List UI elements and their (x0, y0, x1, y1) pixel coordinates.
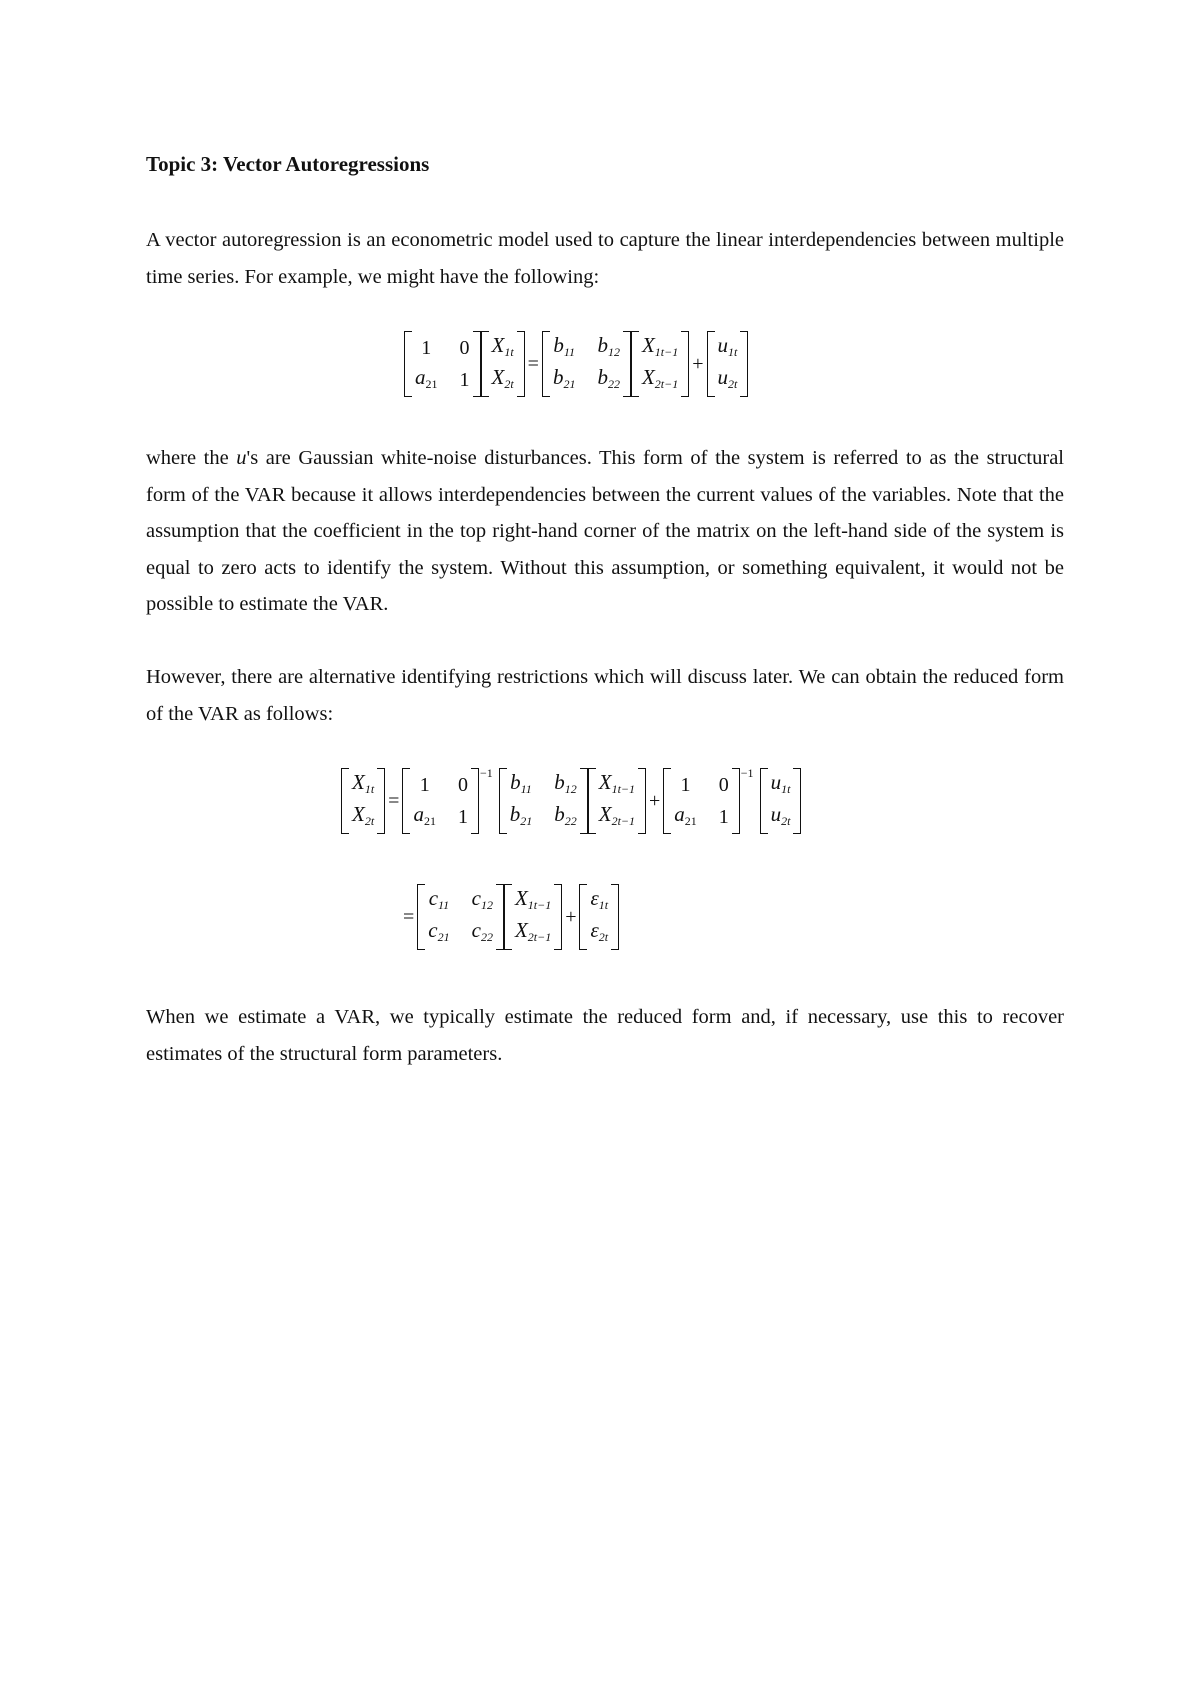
matrix-a-inverse: 1 0 $a_{21}$ 1 (402, 768, 479, 834)
equation-structural-form: 1 0 $a_{21}$ 1 $X_{1t}$ $X_{2t}$ = $b_{11}$ $b_{12}$ $b_{21}$ $b_{22}$ $X_{1t-1}$ $X_{2t-1}$ + $u_{1t}$ $u_{2t}$ (404, 331, 748, 397)
page-title: Topic 3: Vector Autoregressions (146, 152, 430, 176)
vector-u: $u_{1t}$ $u_{2t}$ (707, 331, 749, 397)
matrix-a-inverse-2: 1 0 $a_{21}$ 1 (663, 768, 740, 834)
vector-x-lag: $X_{1t-1}$ $X_{2t-1}$ (588, 768, 646, 834)
vector-x-lag: $X_{1t-1}$ $X_{2t-1}$ (631, 331, 689, 397)
paragraph-structural: where the u's are Gaussian white-noise disturbances. This form of the system is referred to as the structural form of the VAR because it allows interdependencies between the current values of the variables. Note that the assumption that the coefficient in the top right-hand corner of the matrix on the left-hand side of the system is equal to zero acts to identify the system. Without this assumption, or something equivalent, it would not be possible to estimate the VAR. (146, 447, 1064, 616)
paragraph-estimation: When we estimate a VAR, we typically estimate the reduced form and, if necessary, use this to recover estimates of the structural form parameters. (146, 1006, 1064, 1065)
matrix-b: $b_{11}$ $b_{12}$ $b_{21}$ $b_{22}$ (542, 331, 631, 397)
vector-x-t: $X_{1t}$ $X_{2t}$ (341, 768, 385, 834)
matrix-c: $c_{11}$ $c_{12}$ $c_{21}$ $c_{22}$ (417, 884, 504, 950)
matrix-b: $b_{11}$ $b_{12}$ $b_{21}$ $b_{22}$ (499, 768, 588, 834)
vector-x-lag: $X_{1t-1}$ $X_{2t-1}$ (504, 884, 562, 950)
paragraph-reduced: However, there are alternative identifying restrictions which will discuss later. We can obtain the reduced form of the VAR as follows: (146, 666, 1064, 725)
matrix-a: 1 0 $a_{21}$ 1 (404, 331, 481, 397)
paragraph-intro: A vector autoregression is an econometric model used to capture the linear interdependencies between multiple time series. For example, we might have the following: (146, 229, 1064, 288)
vector-epsilon: $\varepsilon_{1t}$ $\varepsilon_{2t}$ (579, 884, 619, 950)
equation-reduced-form: $X_{1t}$ $X_{2t}$ = 1 0 $a_{21}$ 1 −1 $b_{11}$ $b_{12}$ $b_{21}$ $b_{22}$ $X_{1t-1}$ $X_{2t-1}$ + 1 0 $a_{21}$ 1 −1 $u_{1t}$ $u_{2t}$ (341, 768, 801, 834)
vector-u: $u_{1t}$ $u_{2t}$ (760, 768, 802, 834)
equation-reduced-form-result: = $c_{11}$ $c_{12}$ $c_{21}$ $c_{22}$ $X_{1t-1}$ $X_{2t-1}$ + $\varepsilon_{1t}$ $\varepsilon_{2t}$ (400, 884, 619, 950)
vector-x-t: $X_{1t}$ $X_{2t}$ (481, 331, 525, 397)
